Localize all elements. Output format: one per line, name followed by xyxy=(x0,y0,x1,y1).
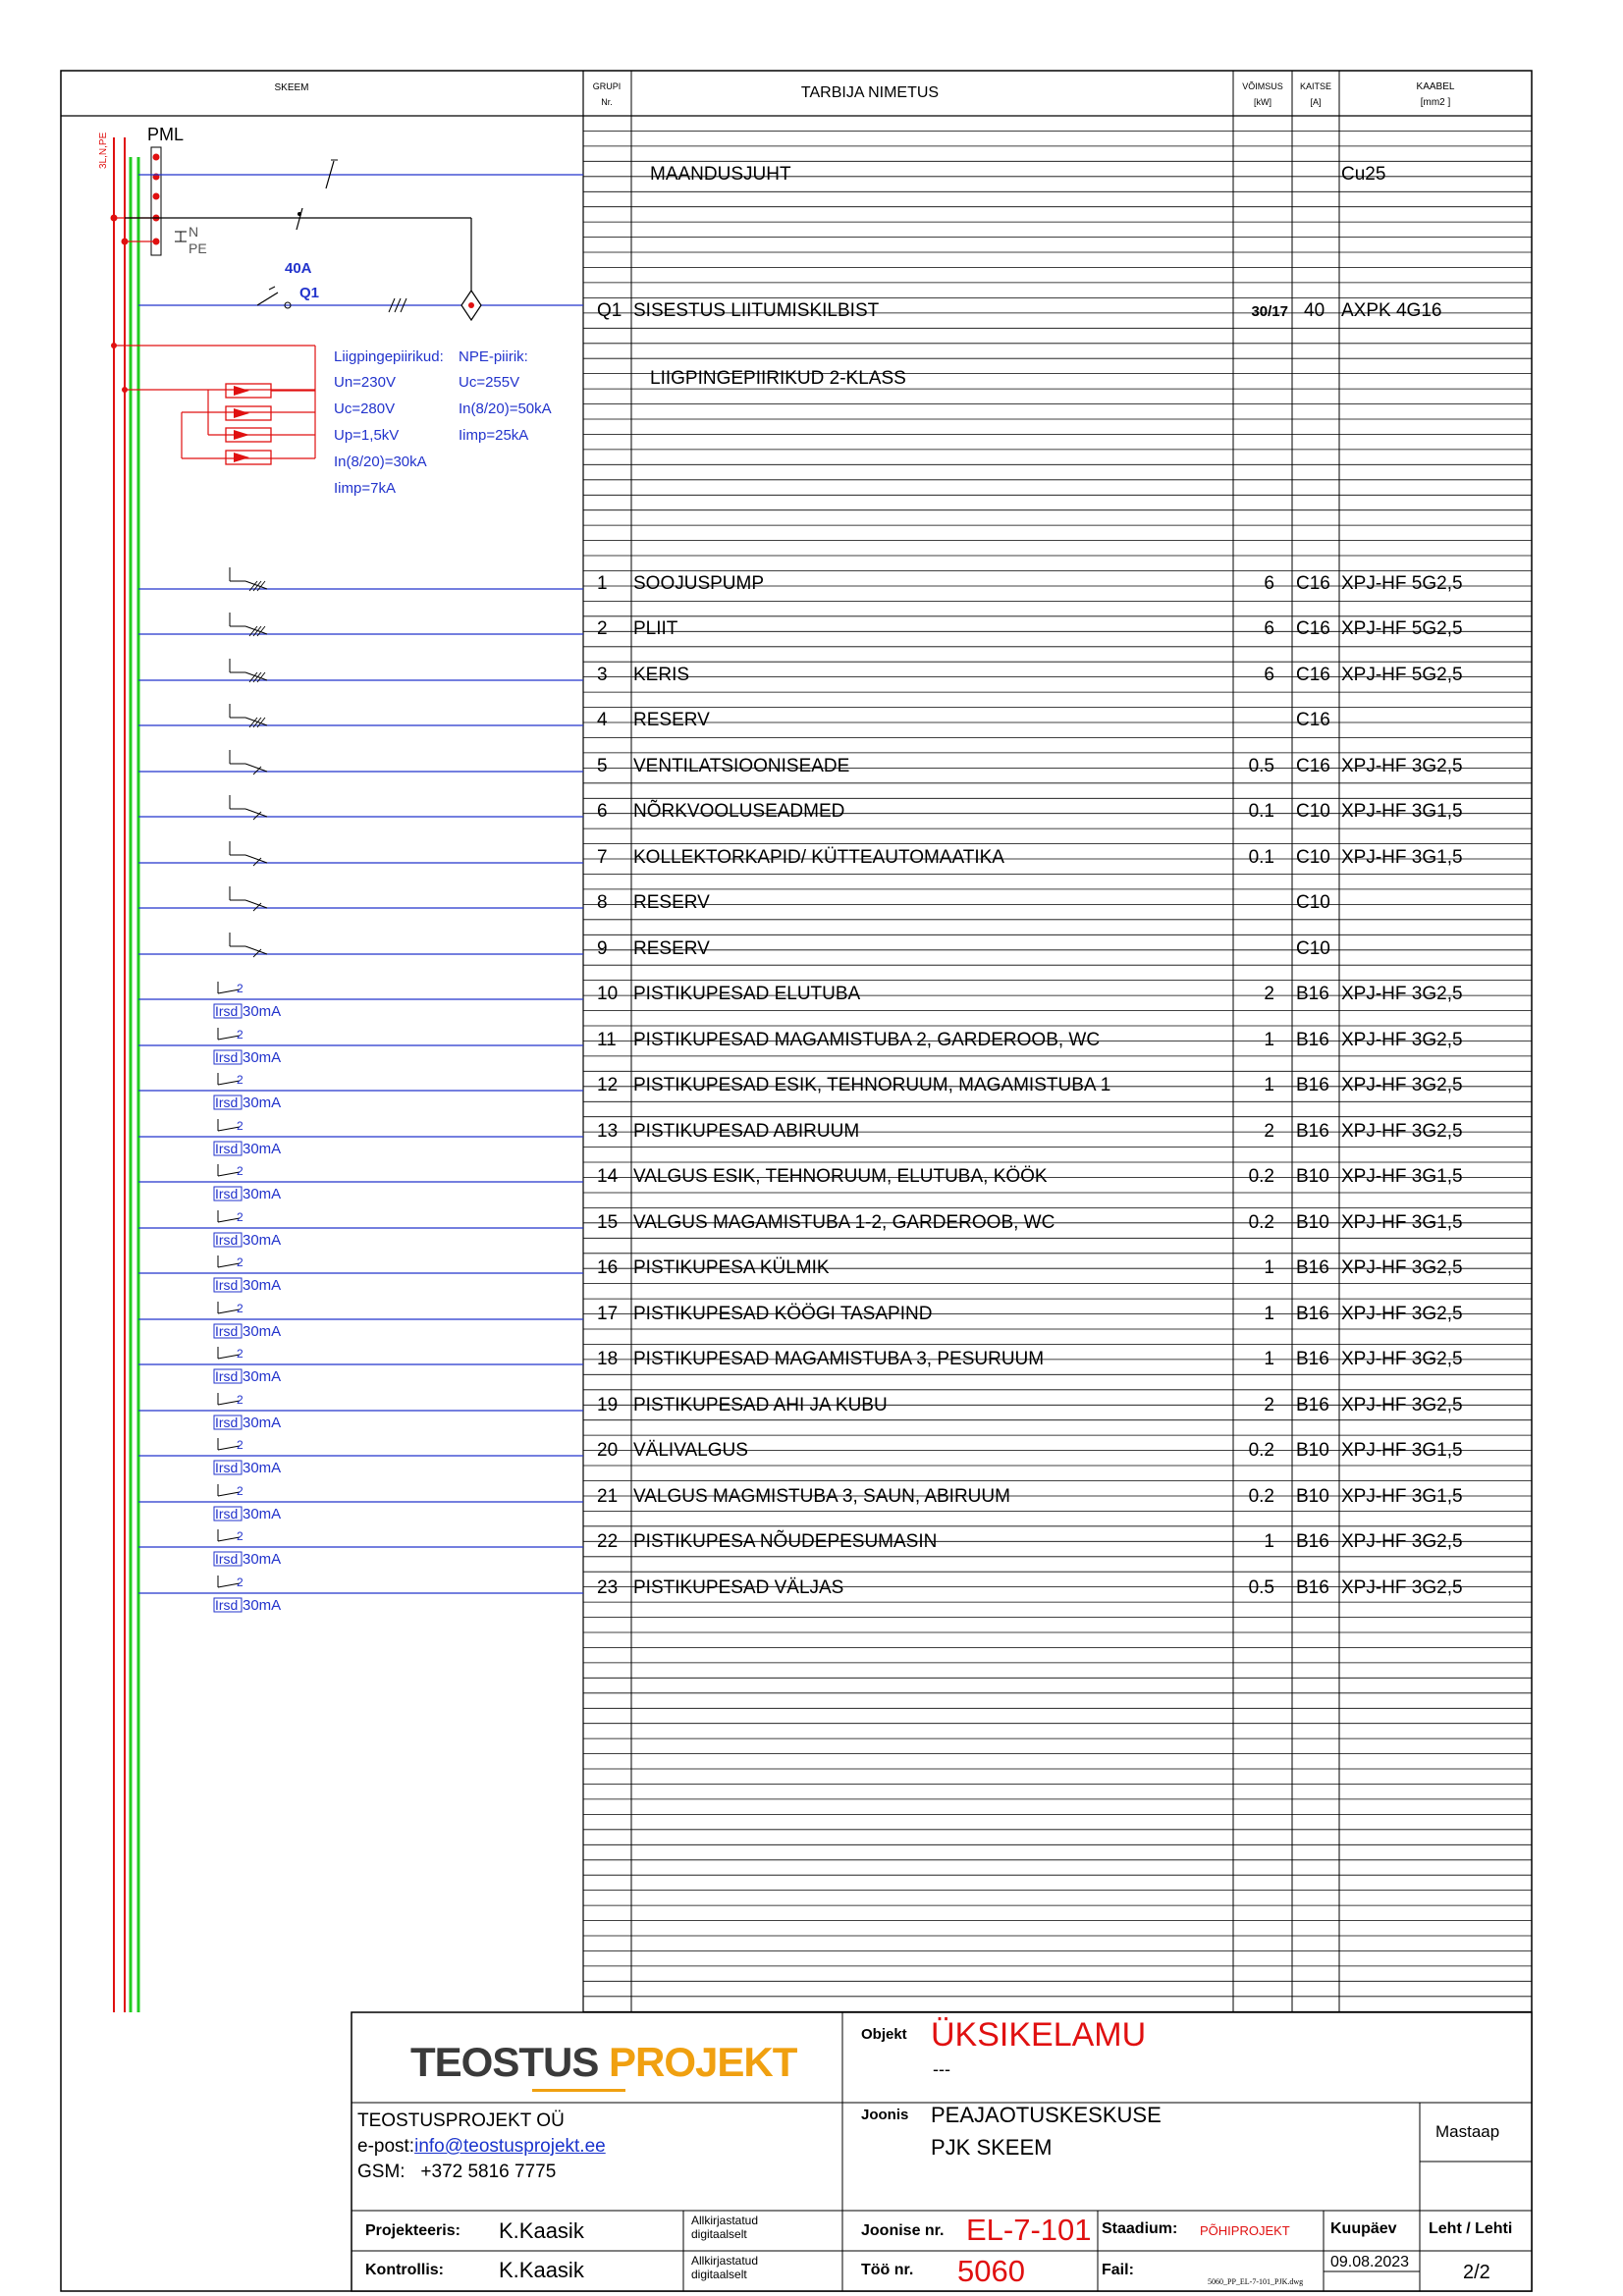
row-group-nr: 12 xyxy=(597,1075,619,1095)
single-line-schematic xyxy=(98,125,583,2012)
row-consumer-name: VALGUS ESIK, TEHNORUUM, ELUTUBA, KÖÖK xyxy=(633,1166,1048,1187)
kuupaev-label: Kuupäev xyxy=(1330,2220,1397,2237)
logo-underline xyxy=(532,2089,625,2092)
rcd-value: 30mA xyxy=(243,1551,282,1568)
rcd-circuit xyxy=(138,1575,583,1614)
table-row xyxy=(650,368,906,389)
row-consumer-name: PISTIKUPESAD VÄLJAS xyxy=(633,1577,844,1598)
rcd-label: Irsd xyxy=(215,1368,239,1384)
row-cable: XPJ-HF 3G2,5 xyxy=(1341,1121,1463,1142)
row-power: 1 xyxy=(1264,1349,1274,1369)
company-name: TEOSTUSPROJEKT OÜ xyxy=(357,2110,565,2131)
rcd-label: Irsd xyxy=(215,1095,239,1110)
rcd-poles: 2 xyxy=(237,1164,243,1178)
rcd-value: 30mA xyxy=(243,1415,282,1431)
mcb-circuit xyxy=(138,886,583,911)
row-cable: XPJ-HF 3G2,5 xyxy=(1341,1075,1463,1095)
header-nr: Nr. xyxy=(601,97,613,107)
rcd-poles: 2 xyxy=(237,1073,243,1087)
n-label: N xyxy=(189,224,199,240)
row-power: 1 xyxy=(1264,1531,1274,1552)
rcd-label: Irsd xyxy=(215,1232,239,1248)
row-group-nr: 19 xyxy=(597,1395,619,1415)
row-power: 0.1 xyxy=(1248,801,1274,822)
row-consumer-name: PISTIKUPESAD MAGAMISTUBA 2, GARDEROOB, WC xyxy=(633,1030,1101,1050)
mcb-circuit xyxy=(138,567,583,591)
row-group-nr: 14 xyxy=(597,1166,619,1187)
rcd-poles: 2 xyxy=(237,1210,243,1224)
row-consumer-name: RESERV xyxy=(633,710,710,730)
mcb-circuit xyxy=(138,795,583,820)
table-row xyxy=(650,164,1385,185)
row-consumer-name: VALGUS MAGMISTUBA 3, SAUN, ABIRUUM xyxy=(633,1486,1010,1507)
rcd-value: 30mA xyxy=(243,1232,282,1249)
row-fuse: C16 xyxy=(1296,618,1330,639)
spd-un: Un=230V xyxy=(334,374,396,391)
header-kaitse: KAITSE xyxy=(1299,81,1332,91)
table-row xyxy=(597,1075,1463,1095)
rcd-label: Irsd xyxy=(215,1323,239,1339)
row-fuse: C10 xyxy=(1296,847,1330,868)
row-fuse: C10 xyxy=(1296,801,1330,822)
row-power: 0.2 xyxy=(1248,1486,1274,1507)
row-fuse: B10 xyxy=(1296,1166,1329,1187)
rcd-value: 30mA xyxy=(243,1277,282,1294)
consumer-table xyxy=(597,164,1463,1598)
row-fuse: B10 xyxy=(1296,1440,1329,1461)
row-power: 2 xyxy=(1264,984,1274,1004)
rcd-poles: 2 xyxy=(237,1302,243,1315)
row-consumer-name: NÕRKVOOLUSEADMED xyxy=(633,801,845,822)
row-fuse: C16 xyxy=(1296,710,1330,730)
row-consumer-name: VENTILATSIOONISEADE xyxy=(633,756,850,776)
table-row xyxy=(597,710,1330,730)
rcd-circuit xyxy=(138,1302,583,1340)
table-row xyxy=(597,847,1463,868)
row-power: 0.5 xyxy=(1248,756,1274,776)
rcd-value: 30mA xyxy=(243,1141,282,1157)
npe-title: NPE-piirik: xyxy=(459,348,528,365)
row-consumer-name: RESERV xyxy=(633,938,710,959)
spd-iimp: Iimp=7kA xyxy=(334,480,396,497)
rcd-value: 30mA xyxy=(243,1506,282,1522)
rcd-value: 30mA xyxy=(243,1460,282,1476)
row-fuse: 40 xyxy=(1304,300,1325,321)
row-consumer-name: KERIS xyxy=(633,665,690,685)
row-consumer-name: KOLLEKTORKAPID/ KÜTTEAUTOMAATIKA xyxy=(633,847,1004,868)
table-row xyxy=(597,938,1330,959)
kuupaev-value: 09.08.2023 xyxy=(1330,2254,1410,2270)
row-group-nr: 15 xyxy=(597,1212,619,1233)
table-row xyxy=(597,1577,1463,1598)
rcd-value: 30mA xyxy=(243,1049,282,1066)
rcd-circuit xyxy=(138,1028,583,1066)
objekt-sub: --- xyxy=(933,2059,950,2079)
row-consumer-name: VÄLIVALGUS xyxy=(633,1440,748,1461)
row-consumer-name: PISTIKUPESA KÜLMIK xyxy=(633,1257,830,1278)
rcd-poles: 2 xyxy=(237,1438,243,1452)
row-cable: XPJ-HF 3G2,5 xyxy=(1341,756,1463,776)
rcd-label: Irsd xyxy=(215,1415,239,1430)
row-group-nr: 11 xyxy=(597,1030,617,1050)
row-cable: AXPK 4G16 xyxy=(1341,300,1442,321)
row-group-nr: Q1 xyxy=(597,300,622,321)
npe-iimp: Iimp=25kA xyxy=(459,427,529,444)
row-group-nr: 21 xyxy=(597,1486,619,1507)
bus-label: 3L,N,PE xyxy=(98,132,109,169)
row-consumer-name: SOOJUSPUMP xyxy=(633,573,765,594)
joonise-nr-value: EL-7-101 xyxy=(966,2213,1092,2247)
row-fuse: B16 xyxy=(1296,1030,1329,1050)
row-fuse: B16 xyxy=(1296,984,1329,1004)
rcd-poles: 2 xyxy=(237,1529,243,1543)
rcd-circuit xyxy=(138,1073,583,1111)
row-group-nr: 8 xyxy=(597,892,608,913)
row-fuse: B10 xyxy=(1296,1212,1329,1233)
signature-line-3: Allkirjastatud xyxy=(691,2254,759,2268)
row-consumer-name: PISTIKUPESAD MAGAMISTUBA 3, PESURUUM xyxy=(633,1349,1045,1369)
table-row xyxy=(597,1486,1463,1507)
kontrollis-label: Kontrollis: xyxy=(365,2262,444,2278)
table-grid xyxy=(583,131,1532,2011)
row-cable: XPJ-HF 5G2,5 xyxy=(1341,618,1463,639)
row-group-nr: 7 xyxy=(597,847,608,868)
fail-value: 5060_PP_EL-7-101_PJK.dwg xyxy=(1208,2277,1304,2286)
spd-title: Liigpingepiirikud: xyxy=(334,348,444,365)
row-fuse: B16 xyxy=(1296,1075,1329,1095)
rcd-circuit xyxy=(138,1393,583,1431)
row-power: 0.2 xyxy=(1248,1212,1274,1233)
spd-in: In(8/20)=30kA xyxy=(334,454,427,470)
row-group-nr: 13 xyxy=(597,1121,619,1142)
rcd-label: Irsd xyxy=(215,1277,239,1293)
row-cable: XPJ-HF 3G2,5 xyxy=(1341,1395,1463,1415)
header-skeem: SKEEM xyxy=(274,82,309,93)
row-consumer-name: PISTIKUPESAD ELUTUBA xyxy=(633,984,861,1004)
row-power: 1 xyxy=(1264,1030,1274,1050)
row-group-nr: 5 xyxy=(597,756,608,776)
row-consumer-name: PLIIT xyxy=(633,618,678,639)
row-group-nr: 10 xyxy=(597,984,619,1004)
row-fuse: B16 xyxy=(1296,1257,1329,1278)
joonise-nr-label: Joonise nr. xyxy=(861,2222,945,2239)
row-cable: XPJ-HF 3G2,5 xyxy=(1341,984,1463,1004)
row-fuse: B16 xyxy=(1296,1349,1329,1369)
rcd-circuit xyxy=(138,1210,583,1249)
row-cable: XPJ-HF 5G2,5 xyxy=(1341,665,1463,685)
joonis-line-1: PEAJAOTUSKESKUSE xyxy=(931,2103,1162,2127)
header-grupi: GRUPI xyxy=(592,81,622,91)
row-consumer-name: PISTIKUPESA NÕUDEPESUMASIN xyxy=(633,1531,938,1552)
row-power: 0.2 xyxy=(1248,1440,1274,1461)
row-cable: XPJ-HF 3G2,5 xyxy=(1341,1531,1463,1552)
row-power: 0.5 xyxy=(1248,1577,1274,1598)
row-consumer-name: SISESTUS LIITUMISKILBIST xyxy=(633,300,880,321)
fail-label: Fail: xyxy=(1102,2262,1134,2278)
signature-line-2: digitaalselt xyxy=(691,2227,747,2241)
staadium-label: Staadium: xyxy=(1102,2220,1178,2237)
email-label: e-post: xyxy=(357,2136,415,2157)
row-power: 0.1 xyxy=(1248,847,1274,868)
table-row xyxy=(597,618,1463,639)
too-nr-label: Töö nr. xyxy=(861,2262,914,2278)
row-cable: XPJ-HF 3G1,5 xyxy=(1341,1440,1463,1461)
table-row xyxy=(597,800,1463,822)
row-cable: XPJ-HF 3G1,5 xyxy=(1341,1486,1463,1507)
row-fuse: B16 xyxy=(1296,1121,1329,1142)
row-power: 0.2 xyxy=(1248,1166,1274,1187)
row-cable: XPJ-HF 3G1,5 xyxy=(1341,801,1463,822)
joonis-label: Joonis xyxy=(861,2107,909,2123)
row-group-nr: 4 xyxy=(597,710,608,730)
rcd-poles: 2 xyxy=(237,1393,243,1407)
rcd-value: 30mA xyxy=(243,1597,282,1614)
rcd-poles: 2 xyxy=(237,1484,243,1498)
row-cable: XPJ-HF 3G1,5 xyxy=(1341,1212,1463,1233)
row-power: 1 xyxy=(1264,1075,1274,1095)
signature-line-4: digitaalselt xyxy=(691,2268,747,2281)
row-group-nr: 20 xyxy=(597,1440,619,1461)
spd-up: Up=1,5kV xyxy=(334,427,400,444)
rcd-poles: 2 xyxy=(237,1575,243,1589)
table-row xyxy=(597,1257,1463,1278)
row-group-nr: 2 xyxy=(597,618,608,639)
row-group-nr: 16 xyxy=(597,1257,619,1278)
rcd-label: Irsd xyxy=(215,1460,239,1475)
row-group-nr: 23 xyxy=(597,1577,619,1598)
gsm-row xyxy=(357,2162,556,2183)
row-group-nr: 9 xyxy=(597,938,608,959)
table-row xyxy=(597,573,1463,594)
row-power: 30/17 xyxy=(1251,303,1288,320)
rcd-circuit xyxy=(138,1438,583,1476)
npe-in: In(8/20)=50kA xyxy=(459,400,552,417)
row-fuse: C10 xyxy=(1296,938,1330,959)
row-fuse: C16 xyxy=(1296,756,1330,776)
mcb-circuit xyxy=(138,613,583,636)
kontrollis-value: K.Kaasik xyxy=(499,2258,584,2282)
table-row xyxy=(597,756,1463,776)
signature-note-2 xyxy=(691,2254,758,2281)
rcd-circuit xyxy=(138,1119,583,1157)
rcd-label: Irsd xyxy=(215,1551,239,1567)
main-rating: 40A xyxy=(285,260,312,277)
company-logo xyxy=(410,2039,796,2086)
projekteeris-label: Projekteeris: xyxy=(365,2222,460,2239)
rcd-value: 30mA xyxy=(243,1323,282,1340)
row-fuse: C16 xyxy=(1296,665,1330,685)
row-consumer-name: PISTIKUPESAD ABIRUUM xyxy=(633,1121,860,1142)
table-row xyxy=(597,892,1330,913)
rcd-value: 30mA xyxy=(243,1368,282,1385)
mcb-circuit xyxy=(138,841,583,866)
email-link[interactable]: info@teostusprojekt.ee xyxy=(414,2136,606,2157)
leht-label: Leht / Lehti xyxy=(1429,2220,1513,2237)
row-power: 6 xyxy=(1264,618,1274,639)
row-power: 6 xyxy=(1264,573,1274,594)
row-power: 6 xyxy=(1264,665,1274,685)
row-group-nr: 6 xyxy=(597,801,608,822)
rcd-poles: 2 xyxy=(237,1119,243,1133)
row-fuse: C10 xyxy=(1296,892,1330,913)
mastaap-label: Mastaap xyxy=(1435,2122,1500,2141)
row-consumer-name: PISTIKUPESAD KÖÖGI TASAPIND xyxy=(633,1304,933,1324)
row-group-nr: 3 xyxy=(597,665,608,685)
gsm-value: +372 5816 7775 xyxy=(420,2162,557,2182)
joonis-line-2: PJK SKEEM xyxy=(931,2135,1053,2160)
rcd-poles: 2 xyxy=(237,1028,243,1041)
rcd-label: Irsd xyxy=(215,1141,239,1156)
header-a: [A] xyxy=(1310,97,1322,107)
rcd-circuit xyxy=(138,1164,583,1202)
rcd-circuit xyxy=(138,1529,583,1568)
table-row xyxy=(597,1030,1463,1050)
table-row xyxy=(597,1166,1463,1187)
row-cable: XPJ-HF 3G2,5 xyxy=(1341,1304,1463,1324)
projekteeris-value: K.Kaasik xyxy=(499,2218,584,2243)
main-name: Q1 xyxy=(299,285,320,301)
leht-value: 2/2 xyxy=(1463,2262,1490,2283)
row-group-nr: 18 xyxy=(597,1349,619,1369)
gsm-label: GSM: xyxy=(357,2162,406,2182)
rcd-poles: 2 xyxy=(237,982,243,995)
surge-protection-block xyxy=(111,343,552,497)
rcd-poles: 2 xyxy=(237,1255,243,1269)
row-cable: XPJ-HF 3G1,5 xyxy=(1341,1166,1463,1187)
pml-label: PML xyxy=(147,125,185,144)
mcb-circuit xyxy=(138,750,583,774)
row-fuse: B16 xyxy=(1296,1531,1329,1552)
row-cable: XPJ-HF 3G1,5 xyxy=(1341,847,1463,868)
row-fuse: C16 xyxy=(1296,573,1330,594)
row-consumer-name: PISTIKUPESAD AHI JA KUBU xyxy=(633,1395,888,1415)
signature-line-1: Allkirjastatud xyxy=(691,2214,759,2227)
rcd-value: 30mA xyxy=(243,1003,282,1020)
npe-uc: Uc=255V xyxy=(459,374,520,391)
rcd-poles: 2 xyxy=(237,1347,243,1361)
row-consumer-name: PISTIKUPESAD ESIK, TEHNORUUM, MAGAMISTUBA 1 xyxy=(633,1075,1111,1095)
row-consumer-name: LIIGPINGEPIIRIKUD 2-KLASS xyxy=(650,368,906,389)
row-cable: XPJ-HF 5G2,5 xyxy=(1341,573,1463,594)
table-row xyxy=(597,300,1441,321)
header-kw: [kW] xyxy=(1254,97,1271,107)
table-row xyxy=(597,984,1463,1004)
mcb-circuit xyxy=(138,659,583,682)
row-cable: XPJ-HF 3G2,5 xyxy=(1341,1577,1463,1598)
rcd-label: Irsd xyxy=(215,1049,239,1065)
row-fuse: B16 xyxy=(1296,1577,1329,1598)
row-cable: Cu25 xyxy=(1341,164,1386,185)
logo-part-2: PROJEKT xyxy=(609,2039,797,2085)
table-row xyxy=(597,1121,1463,1142)
too-nr-value: 5060 xyxy=(957,2254,1025,2288)
staadium-value: PÕHIPROJEKT xyxy=(1200,2223,1290,2238)
row-power: 1 xyxy=(1264,1257,1274,1278)
rcd-value: 30mA xyxy=(243,1095,282,1111)
row-cable: XPJ-HF 3G2,5 xyxy=(1341,1030,1463,1050)
rcd-label: Irsd xyxy=(215,1597,239,1613)
row-fuse: B16 xyxy=(1296,1395,1329,1415)
row-fuse: B16 xyxy=(1296,1304,1329,1324)
objekt-value: ÜKSIKELAMU xyxy=(931,2016,1147,2054)
row-group-nr: 22 xyxy=(597,1531,619,1552)
rcd-circuit xyxy=(138,1347,583,1385)
row-power: 2 xyxy=(1264,1395,1274,1415)
mcb-circuit xyxy=(138,704,583,727)
row-group-nr: 17 xyxy=(597,1304,619,1324)
row-consumer-name: MAANDUSJUHT xyxy=(650,164,791,185)
signature-note-1 xyxy=(691,2214,758,2241)
mcb-circuit xyxy=(138,933,583,957)
header-voimsus: VÕIMSUS xyxy=(1242,81,1283,91)
rcd-value: 30mA xyxy=(243,1186,282,1202)
rcd-circuit xyxy=(138,982,583,1020)
row-consumer-name: RESERV xyxy=(633,892,710,913)
rcd-label: Irsd xyxy=(215,1186,239,1201)
spd-uc: Uc=280V xyxy=(334,400,396,417)
row-consumer-name: VALGUS MAGAMISTUBA 1-2, GARDEROOB, WC xyxy=(633,1212,1055,1233)
rcd-circuit xyxy=(138,1484,583,1522)
row-power: 1 xyxy=(1264,1304,1274,1324)
header-tarbija: TARBIJA NIMETUS xyxy=(800,84,940,101)
row-cable: XPJ-HF 3G2,5 xyxy=(1341,1257,1463,1278)
rcd-circuit xyxy=(138,1255,583,1294)
rcd-label: Irsd xyxy=(215,1506,239,1522)
table-row xyxy=(597,665,1463,685)
pe-label: PE xyxy=(189,240,207,256)
row-group-nr: 1 xyxy=(597,573,608,594)
row-fuse: B10 xyxy=(1296,1486,1329,1507)
row-power: 2 xyxy=(1264,1121,1274,1142)
objekt-label: Objekt xyxy=(861,2026,907,2043)
branch-circuits xyxy=(138,567,583,1614)
row-cable: XPJ-HF 3G2,5 xyxy=(1341,1349,1463,1369)
rcd-label: Irsd xyxy=(215,1003,239,1019)
header-kaabel: KAABEL xyxy=(1416,81,1455,92)
email-row xyxy=(357,2136,606,2158)
header-mm2: [mm2 ] xyxy=(1420,97,1451,108)
logo-part-1: TEOSTUS xyxy=(410,2039,599,2085)
